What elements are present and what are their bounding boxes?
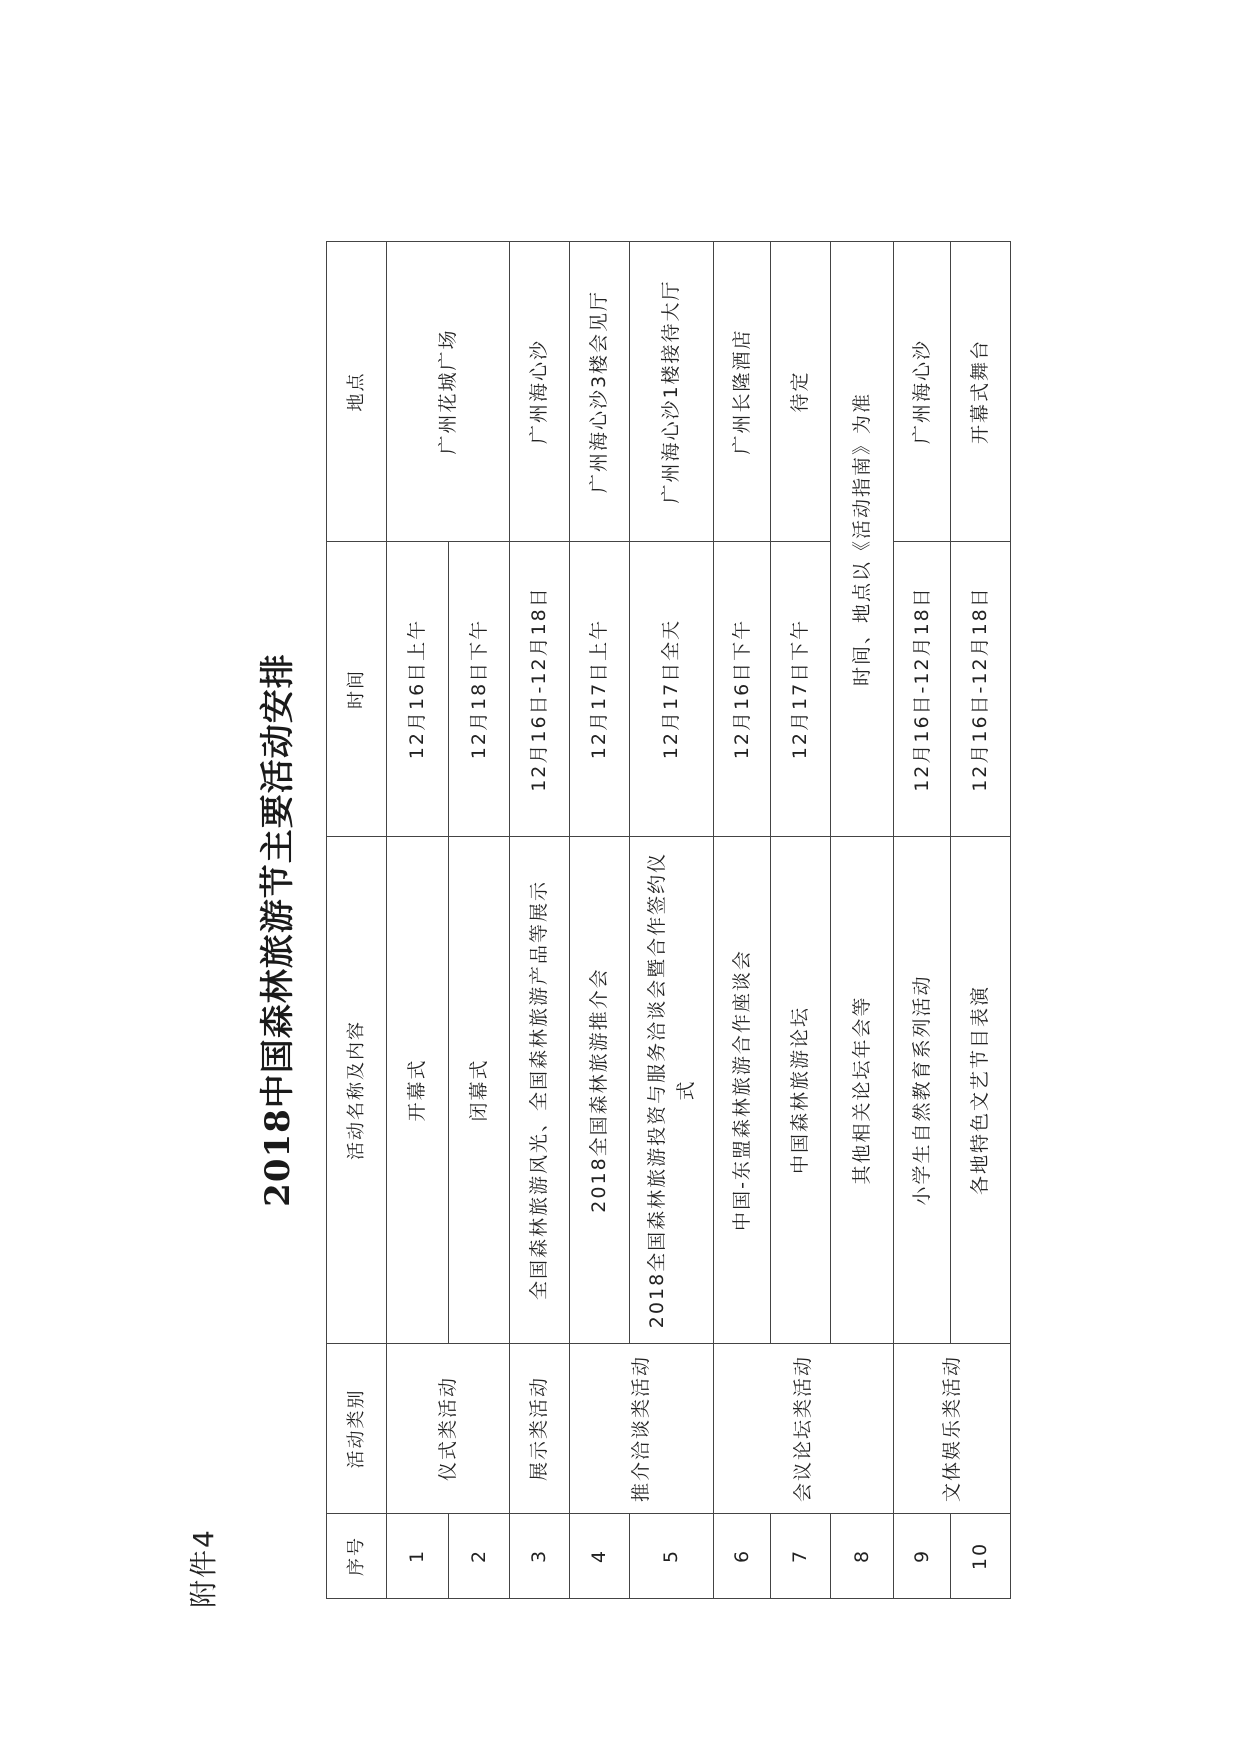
cell-category: 文体娱乐类活动 (894, 1344, 1011, 1514)
header-place: 地点 (327, 242, 387, 542)
cell-time: 12月18日下午 (449, 542, 510, 837)
table-row (570, 242, 630, 1599)
cell-time: 12月17日上午 (570, 542, 630, 837)
cell-category: 仪式类活动 (387, 1344, 510, 1514)
cell-name: 小学生自然教育系列活动 (894, 837, 951, 1344)
cell-place: 开幕式舞台 (951, 242, 1011, 542)
cell-name: 中国-东盟森林旅游合作座谈会 (714, 837, 771, 1344)
cell-no: 4 (570, 1514, 630, 1599)
table-header-row (327, 242, 387, 1599)
schedule-table (326, 241, 1011, 1599)
table-row (510, 242, 570, 1599)
cell-name: 闭幕式 (449, 837, 510, 1344)
cell-no: 9 (894, 1514, 951, 1599)
cell-place: 广州花城广场 (387, 242, 510, 542)
table-row (387, 242, 449, 1599)
rotated-page (182, 208, 1022, 1608)
header-no: 序号 (327, 1514, 387, 1599)
table-row (714, 242, 771, 1599)
cell-name: 全国森林旅游风光、全国森林旅游产品等展示 (510, 837, 570, 1344)
table-row (894, 242, 951, 1599)
cell-name: 其他相关论坛年会等 (831, 837, 894, 1344)
cell-time: 12月16日上午 (387, 542, 449, 837)
cell-time: 12月16日-12月18日 (951, 542, 1011, 837)
cell-name: 2018全国森林旅游投资与服务洽谈会暨合作签约仪式 (630, 837, 714, 1344)
cell-no: 6 (714, 1514, 771, 1599)
cell-no: 7 (771, 1514, 831, 1599)
cell-name: 各地特色文艺节目表演 (951, 837, 1011, 1344)
cell-place: 广州长隆酒店 (714, 242, 771, 542)
cell-no: 5 (630, 1514, 714, 1599)
cell-place: 待定 (771, 242, 831, 542)
header-name: 活动名称及内容 (327, 837, 387, 1344)
cell-no: 1 (387, 1514, 449, 1599)
cell-category: 会议论坛类活动 (714, 1344, 894, 1514)
cell-time: 12月16日-12月18日 (510, 542, 570, 837)
cell-category: 推介洽谈类活动 (570, 1344, 714, 1514)
header-time: 时间 (327, 542, 387, 837)
cell-place: 广州海心沙 (894, 242, 951, 542)
cell-time: 12月16日下午 (714, 542, 771, 837)
cell-time-place: 时间、地点以《活动指南》为准 (831, 242, 894, 837)
cell-place: 广州海心沙 (510, 242, 570, 542)
cell-place: 广州海心沙1楼接待大厅 (630, 242, 714, 542)
cell-no: 10 (951, 1514, 1011, 1599)
cell-time: 12月16日-12月18日 (894, 542, 951, 837)
cell-no: 2 (449, 1514, 510, 1599)
header-category: 活动类别 (327, 1344, 387, 1514)
cell-time: 12月17日下午 (771, 542, 831, 837)
cell-name: 2018全国森林旅游推介会 (570, 837, 630, 1344)
cell-category: 展示类活动 (510, 1344, 570, 1514)
cell-place: 广州海心沙3楼会见厅 (570, 242, 630, 542)
page-title: 2018中国森林旅游节主要活动安排 (258, 653, 298, 1207)
cell-no: 8 (831, 1514, 894, 1599)
cell-no: 3 (510, 1514, 570, 1599)
cell-name: 中国森林旅游论坛 (771, 837, 831, 1344)
appendix-label: 附件4 (187, 1528, 220, 1608)
cell-time: 12月17日全天 (630, 542, 714, 837)
cell-name: 开幕式 (387, 837, 449, 1344)
